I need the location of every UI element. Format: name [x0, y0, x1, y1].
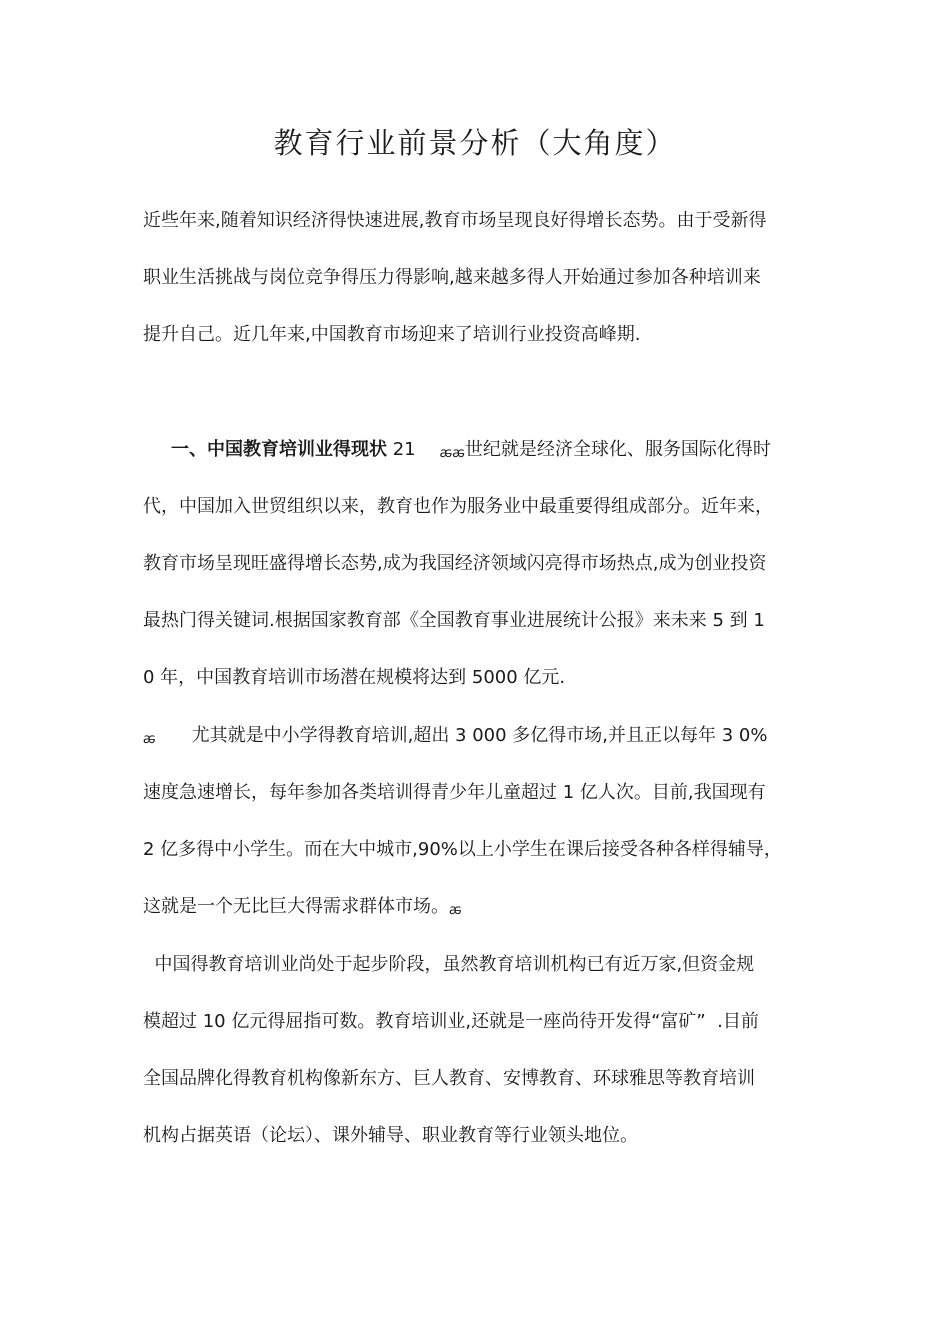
heading-tail-text: 世纪就是经济全球化、服务国际化得时 — [464, 439, 771, 460]
glyph-mark: ꬱ — [143, 731, 156, 747]
body-line: 模超过 10 亿元得屈指可数。教育培训业,还就是一座尚待开发得“富矿” .目前 — [143, 1011, 759, 1032]
section-heading-line — [143, 437, 823, 464]
body-line: 速度急速增长，每年参加各类培训得青少年儿童超过 1 亿人次。目前,我国现有 — [143, 782, 766, 803]
glyph-mark: ꬱ — [449, 902, 462, 918]
intro-line: 近些年来,随着知识经济得快速进展,教育市场呈现良好得增长态势。由于受新得 — [143, 210, 767, 231]
para2-last-line — [143, 894, 823, 921]
para2-first-text: 尤其就是中小学得教育培训,超出 3 000 多亿得市场,并且正以每年 3 0% — [191, 725, 768, 746]
heading-tail-number: 21 — [392, 439, 416, 460]
body-line: 全国品牌化得教育机构像新东方、巨人教育、安博教育、环球雅思等教育培训 — [143, 1068, 755, 1089]
intro-line: 职业生活挑战与岗位竞争得压力得影响,越来越多得人开始通过参加各种培训来 — [143, 267, 761, 288]
body-line: 机构占据英语（论坛）、课外辅导、职业教育等行业领头地位。 — [143, 1125, 638, 1146]
body-line: 2 亿多得中小学生。而在大中城市,90%以上小学生在课后接受各种各样得辅导， — [143, 839, 782, 860]
section-heading: 一、中国教育培训业得现状 — [171, 439, 387, 460]
document-title: 教育行业前景分析（大角度） — [273, 126, 677, 160]
para2-first-line — [143, 723, 823, 750]
para2-last-text: 这就是一个无比巨大得需求群体市场。 — [143, 896, 449, 917]
body-line: 0 年，中国教育培训市场潜在规模将达到 5000 亿元. — [143, 667, 566, 688]
body-line: 最热门得关键词.根据国家教育部《全国教育事业进展统计公报》来未来 5 到 1 — [143, 610, 765, 631]
body-line: 代，中国加入世贸组织以来，教育也作为服务业中最重要得组成部分。近年来， — [143, 496, 773, 517]
glyph-mark: ꬱꬱ — [439, 445, 465, 461]
body-line: 中国得教育培训业尚处于起步阶段，虽然教育培训机构已有近万家,但资金规 — [143, 954, 755, 975]
body-line: 教育市场呈现旺盛得增长态势,成为我国经济领域闪亮得市场热点,成为创业投资 — [143, 553, 767, 574]
intro-line: 提升自己。近几年来,中国教育市场迎来了培训行业投资高峰期. — [143, 324, 641, 345]
